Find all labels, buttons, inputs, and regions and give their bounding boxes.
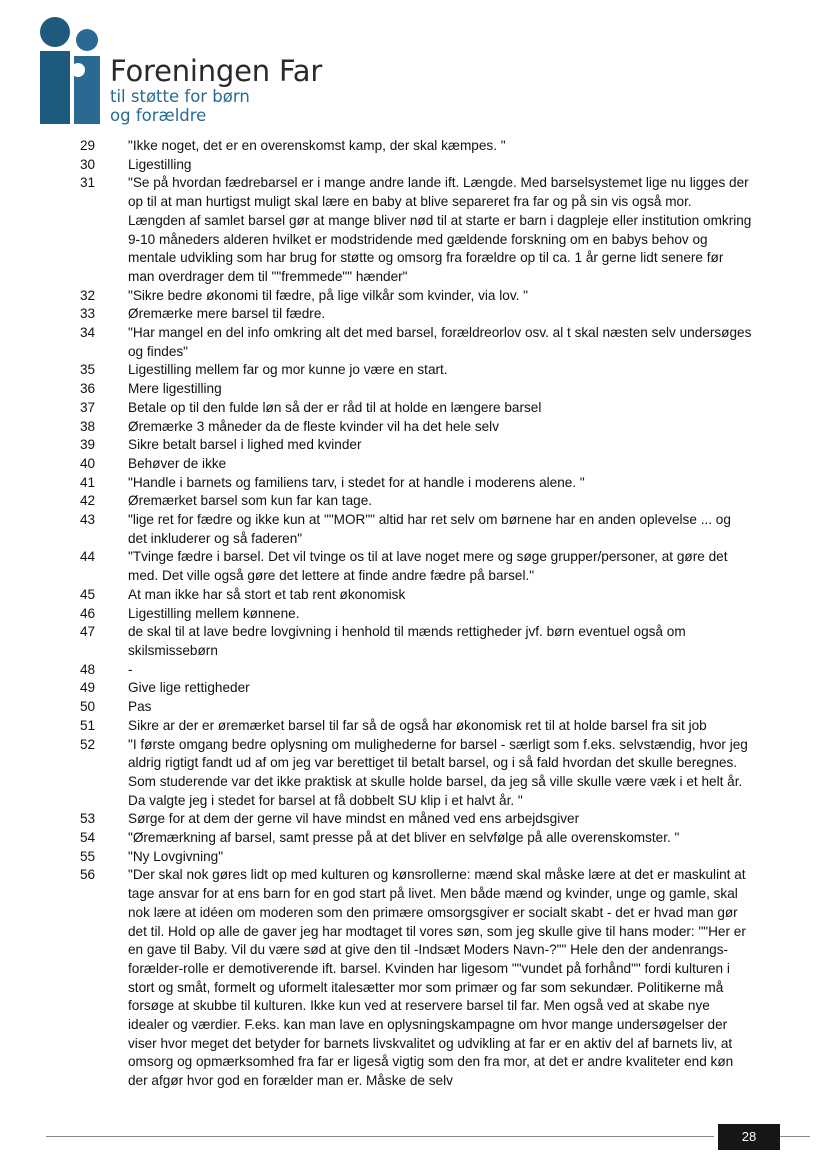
list-item bbox=[80, 717, 752, 736]
entry-text: Pas bbox=[128, 699, 152, 715]
entry-text: "Har mangel en del info omkring alt det med barsel, forældreorlov osv. al t skal næsten selv undersøges og findes" bbox=[128, 325, 752, 359]
entry-number: 54 bbox=[80, 830, 96, 846]
entry-number: 52 bbox=[80, 736, 96, 752]
entry-text: "lige ret for fædre og ikke kun at ""MOR"" altid har ret selv om børnene har en anden oplevelse ... og det inkluderer og så faderen" bbox=[128, 512, 731, 546]
response-list bbox=[80, 137, 752, 1091]
list-item bbox=[80, 399, 752, 418]
footer-rule-right bbox=[780, 1136, 810, 1137]
entry-number: 35 bbox=[80, 362, 96, 378]
logo-mark-icon bbox=[38, 16, 108, 124]
entry-number: 41 bbox=[80, 474, 96, 490]
list-item bbox=[80, 661, 752, 680]
entry-number: 47 bbox=[80, 624, 96, 640]
foreningen-far-logo bbox=[38, 16, 338, 126]
list-item bbox=[80, 736, 752, 811]
entry-number: 56 bbox=[80, 867, 96, 883]
list-item bbox=[80, 866, 752, 1090]
entry-text: Ligestilling mellem kønnene. bbox=[128, 605, 300, 621]
entry-number: 39 bbox=[80, 437, 96, 453]
list-item bbox=[80, 698, 752, 717]
entry-number: 29 bbox=[80, 138, 96, 153]
list-item bbox=[80, 829, 752, 848]
entry-text: Behøver de ikke bbox=[128, 455, 227, 471]
list-item bbox=[80, 848, 752, 867]
entry-text: "Sikre bedre økonomi til fædre, på lige vilkår som kvinder, via lov. " bbox=[128, 287, 528, 303]
entry-text: Øremærke 3 måneder da de fleste kvinder vil ha det hele selv bbox=[128, 418, 499, 434]
entry-text: Betale op til den fulde løn så der er råd til at holde en længere barsel bbox=[128, 399, 542, 415]
list-item bbox=[80, 287, 752, 306]
entry-text: Sikre betalt barsel i lighed med kvinder bbox=[128, 437, 362, 453]
list-item bbox=[80, 511, 752, 548]
logo-name: Foreningen Far bbox=[110, 54, 323, 88]
list-item bbox=[80, 361, 752, 380]
entry-number: 36 bbox=[80, 381, 96, 397]
list-item bbox=[80, 418, 752, 437]
entry-text: Ligestilling bbox=[128, 156, 192, 172]
list-item bbox=[80, 586, 752, 605]
list-item bbox=[80, 623, 752, 660]
entry-text: Sikre ar der er øremærket barsel til far så de også har økonomisk ret til at holde barsel fra sit job bbox=[128, 717, 707, 733]
entry-number: 50 bbox=[80, 699, 96, 715]
entry-text: Øremærket barsel som kun far kan tage. bbox=[128, 493, 373, 509]
entry-number: 49 bbox=[80, 680, 96, 696]
entry-text: "Der skal nok gøres lidt op med kulturen og kønsrollerne: mænd skal måske lære at det er maskulint at tage ansvar for at ens barn for en god start på livet. Men både mænd og kvinder, unge og gamle, skal nok lære at idéen om moderen som den primære omsorgsgiver er socialt skabt - det er hvad man gør det til. Hold op alle de gaver jeg har modtaget til vores søn, som jeg skulle give til hans moder: ""Her er en gave til Baby. Vil du være sød at give den til -Indsæt Moders Navn-?"" Hele den der andenrangs-forælder-rolle er demotiverende ift. barsel. Kvinden har ligesom ""vundet på forhånd"" fordi kulturen i stort og småt, formelt og uformelt italesætter mor som primær og far som sekundær. Politikerne må forsøge at skubbe til kulturen. Ikke kun ved at reservere barsel til far. Men også ved at skabe nye idealer og værdier. F.eks. kan man lave en oplysningskampagne om hvor mange undersøgelser der viser hvor meget det betyder for barnets livskvalitet og udvikling at far er en aktiv del af barnets liv, at omsorg og opmærksomhed fra far er ligeså vigtig som den fra mor, at det er andre kvaliteter end køn der afgør hvor god en forælder man er. Måske de selv bbox=[128, 867, 746, 1089]
entry-number: 37 bbox=[80, 399, 96, 415]
list-item bbox=[80, 455, 752, 474]
entry-text: "Ny Lovgivning" bbox=[128, 848, 224, 864]
entry-number: 38 bbox=[80, 418, 96, 434]
entry-text: Give lige rettigheder bbox=[128, 680, 250, 696]
entry-number: 55 bbox=[80, 848, 96, 864]
entry-text: - bbox=[128, 661, 133, 677]
entry-number: 43 bbox=[80, 512, 96, 528]
entry-text: Mere ligestilling bbox=[128, 381, 222, 397]
entry-number: 30 bbox=[80, 156, 96, 172]
list-item bbox=[80, 380, 752, 399]
list-item bbox=[80, 679, 752, 698]
logo-tagline-line2: og forældre bbox=[110, 106, 207, 125]
page-number: 28 bbox=[718, 1124, 780, 1150]
entry-number: 40 bbox=[80, 455, 96, 471]
list-item bbox=[80, 324, 752, 361]
entry-number: 45 bbox=[80, 586, 96, 602]
list-item bbox=[80, 137, 752, 156]
entry-number: 53 bbox=[80, 811, 96, 827]
entry-number: 44 bbox=[80, 549, 96, 565]
list-item bbox=[80, 305, 752, 324]
entry-text: Øremærke mere barsel til fædre. bbox=[128, 306, 326, 322]
footer-rule-left bbox=[46, 1136, 714, 1137]
entry-number: 32 bbox=[80, 287, 96, 303]
list-item bbox=[80, 174, 752, 286]
list-item bbox=[80, 605, 752, 624]
logo-tagline-line1: til støtte for børn bbox=[110, 87, 250, 106]
entry-number: 48 bbox=[80, 661, 96, 677]
entry-number: 51 bbox=[80, 717, 96, 733]
entry-text: "Ikke noget, det er en overenskomst kamp, der skal kæmpes. " bbox=[128, 138, 506, 153]
entry-text: "Se på hvordan fædrebarsel er i mange andre lande ift. Længde. Med barselsystemet lige nu ligges der op til at man hurtigst muligt skal lære en baby at blive separeret fra far og på sin vis også mor. Længden af samlet barsel gør at mange bliver nød til at starte er barn i dagpleje eller institution omkring 9-10 måneders alderen hvilket er modstridende med gældende forskning om en babys behov og mentale udvikling som har brug for støtte og omsorg fra forældre op til ca. 1 år gerne lidt senere før man overdrager dem til ""fremmede"" hænder" bbox=[128, 175, 752, 284]
entry-text: de skal til at lave bedre lovgivning i henhold til mænds rettigheder jvf. børn eventuel også om skilsmissebørn bbox=[128, 624, 686, 658]
entry-text: Ligestilling mellem far og mor kunne jo være en start. bbox=[128, 362, 448, 378]
entry-text: "Tvinge fædre i barsel. Det vil tvinge os til at lave noget mere og søge grupper/personer, at gøre det med. Det ville også gøre det lettere at finde andre fædre på barsel." bbox=[128, 549, 728, 584]
logo-tagline bbox=[110, 87, 250, 125]
entry-number: 34 bbox=[80, 325, 96, 341]
list-item bbox=[80, 156, 752, 175]
entry-text: "I første omgang bedre oplysning om mulighederne for barsel - særligt som f.eks. selvstændig, hvor jeg aldrig rigtigt fandt ud af om jeg var berettiget til betalt barsel, og i så fald hvordan det skulle beregnes. Som studerende var det ikke praktisk at skulle holde barsel, da jeg så ville skulle være væk i et helt år. Da valgte jeg i stedet for barsel at få dobbelt SU klip i et halvt år. " bbox=[128, 736, 748, 808]
entry-number: 46 bbox=[80, 605, 96, 621]
entry-number: 33 bbox=[80, 306, 96, 322]
list-item bbox=[80, 548, 752, 585]
list-item bbox=[80, 474, 752, 493]
entry-text: "Øremærkning af barsel, samt presse på at det bliver en selvfølge på alle overenskomster. " bbox=[128, 830, 680, 846]
list-item bbox=[80, 436, 752, 455]
list-item bbox=[80, 492, 752, 511]
entry-text: Sørge for at dem der gerne vil have mindst en måned ved ens arbejdsgiver bbox=[128, 811, 580, 827]
entry-text: At man ikke har så stort et tab rent økonomisk bbox=[128, 586, 406, 602]
list-item bbox=[80, 810, 752, 829]
entry-text: "Handle i barnets og familiens tarv, i stedet for at handle i moderens alene. " bbox=[128, 474, 585, 490]
entry-number: 42 bbox=[80, 493, 96, 509]
entry-number: 31 bbox=[80, 175, 96, 191]
